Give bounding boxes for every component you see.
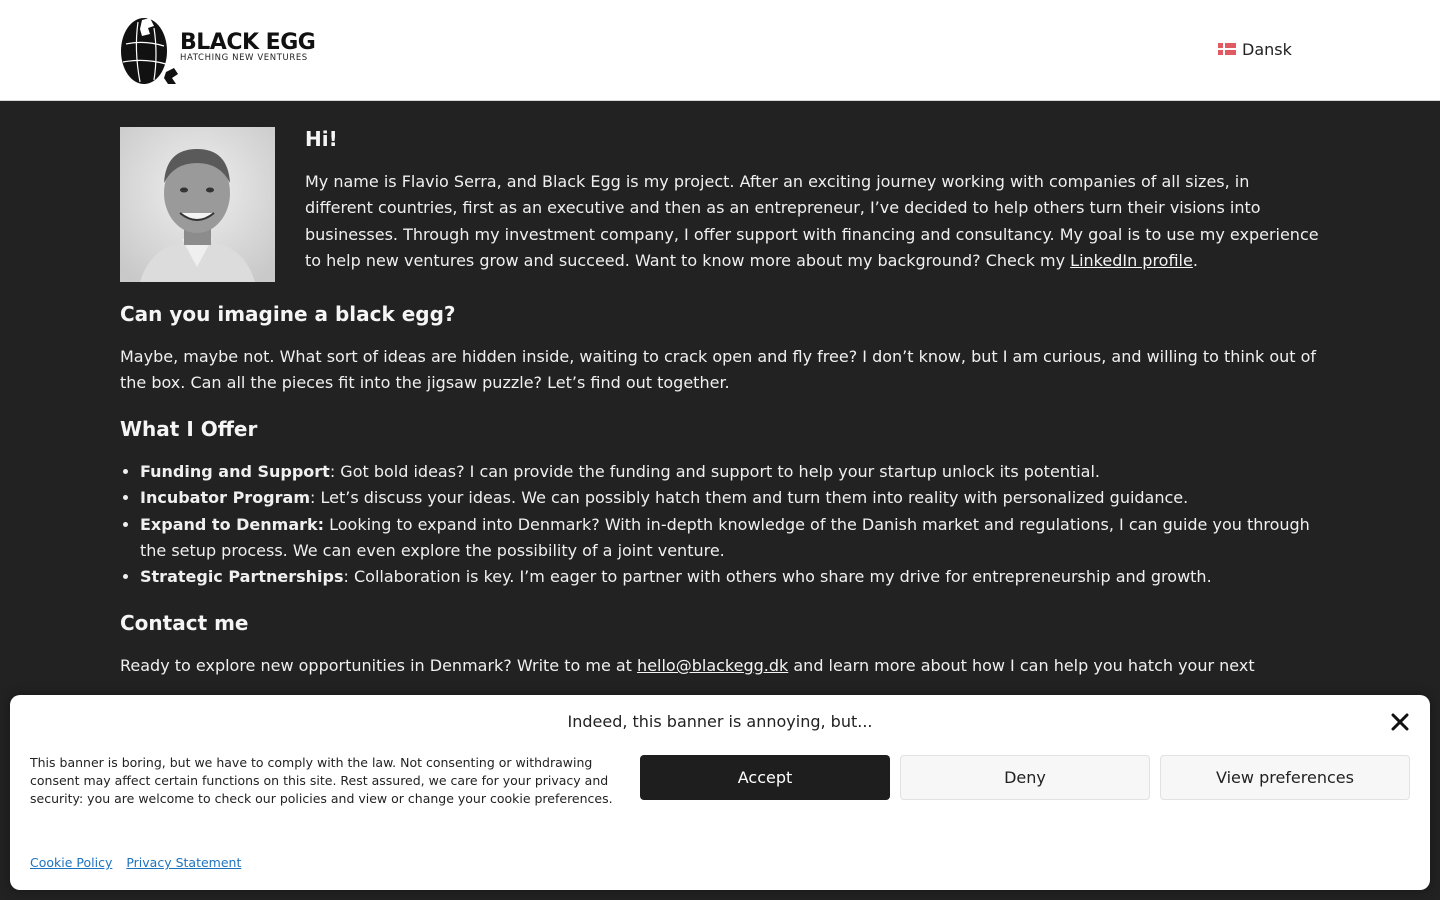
cookie-banner-title: Indeed, this banner is annoying, but... [567, 712, 873, 731]
language-label: Dansk [1242, 39, 1292, 59]
list-item [140, 459, 1320, 485]
offer-item-title: Incubator Program [140, 488, 310, 508]
offer-item-title: Expand to Denmark: [140, 514, 325, 534]
view-preferences-button[interactable]: View preferences [1160, 755, 1410, 800]
offer-item-title: Funding and Support [140, 461, 330, 481]
offer-list [120, 459, 1320, 591]
profile-photo [120, 127, 275, 282]
intro-text: My name is Flavio Serra, and Black Egg is my project. After an exciting journey working with companies of all sizes, in different countries, first as an executive and then as an entrepreneur, I’ve decided to help others turn their visions into businesses. Through my investment company, I offer support with financing and consultancy. My goal is to use my experience to help new ventures grow and succeed. Want to know more about my background? Check my [305, 172, 1319, 271]
danish-flag-icon [1218, 43, 1236, 55]
offer-heading: What I Offer [120, 416, 258, 441]
offer-item-text: : Collaboration is key. I’m eager to partner with others who share my drive for entrepreneurship and growth. [343, 567, 1212, 587]
accept-button[interactable]: Accept [640, 755, 890, 800]
egg-puzzle-logo-icon [120, 14, 180, 86]
offer-item-text: : Got bold ideas? I can provide the funding and support to help your startup unlock its potential. [329, 461, 1100, 481]
offer-item-title: Strategic Partnerships [140, 567, 344, 587]
imagine-heading: Can you imagine a black egg? [120, 302, 456, 326]
cookie-banner [10, 695, 1430, 890]
logo-title: BLACK EGG [180, 30, 316, 55]
intro-section [120, 127, 1320, 282]
logo-tagline: HATCHING NEW VENTURES [180, 53, 308, 63]
cookie-banner-message: This banner is boring, but we have to comply with the law. Not consenting or withdrawing consent may affect certain functions on this site. Rest assured, we care for your privacy and security: you are welcome to check our policies and view or change your cookie preferences. [30, 755, 613, 806]
offer-item-text: : Let’s discuss your ideas. We can possibly hatch them and turn them into reality with personalized guidance. [310, 488, 1189, 508]
offer-item-text: Looking to expand into Denmark? With in-depth knowledge of the Danish market and regulations, I can guide you through the setup process. We can even explore the possibility of a joint venture. [140, 514, 1310, 561]
cookie-policy-link[interactable]: Cookie Policy [30, 855, 113, 870]
list-item [140, 512, 1320, 565]
intro-text-end: . [1192, 251, 1198, 271]
linkedin-link[interactable]: LinkedIn profile [1070, 251, 1193, 271]
close-icon[interactable] [1390, 712, 1410, 732]
intro-paragraph [305, 169, 1320, 275]
contact-paragraph [120, 653, 1320, 679]
policy-links [30, 855, 251, 870]
privacy-statement-link[interactable]: Privacy Statement [126, 855, 242, 870]
site-header [0, 0, 1440, 101]
contact-text: Ready to explore new opportunities in Denmark? Write to me at [120, 655, 638, 675]
imagine-paragraph: Maybe, maybe not. What sort of ideas are hidden inside, waiting to crack open and fly free? I don’t know, but I am curious, and willing to think out of the box. Can all the pieces fit into the jigsaw puzzle? Let’s find out together. [120, 347, 1317, 393]
email-link[interactable]: hello@blackegg.dk [637, 655, 789, 675]
list-item [140, 485, 1320, 511]
site-logo[interactable] [120, 14, 325, 86]
list-item [140, 564, 1320, 590]
greeting-heading: Hi! [305, 127, 338, 151]
contact-text-end: and learn more about how I can help you hatch your next [788, 655, 1255, 675]
contact-heading: Contact me [120, 610, 249, 635]
deny-button[interactable]: Deny [900, 755, 1150, 800]
language-switcher[interactable] [1218, 39, 1292, 59]
